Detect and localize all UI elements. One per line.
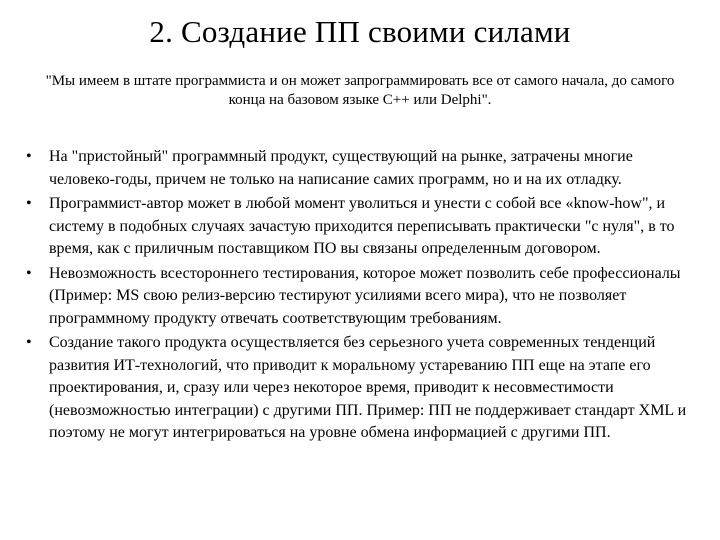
bullet-dot-icon: • bbox=[26, 264, 32, 282]
slide-title: 2. Создание ПП своими силами bbox=[149, 14, 571, 49]
slide-quote: "Мы имеем в штате программиста и он может запрограммировать все от самого начала, до самого конца на базовом языке С++ или Delphi". bbox=[45, 73, 675, 108]
bullet-text: Невозможность всестороннего тестирования, которое может позволить себе профессионалы (Пример: MS свою релиз-версию тестируют усилиями всего мира), что не позволяет программному продукту отвечать соответствующим требованиям. bbox=[49, 264, 681, 327]
bullet-dot-icon: • bbox=[26, 148, 32, 165]
bullet-dot-icon: • bbox=[26, 334, 32, 351]
bullet-item bbox=[26, 263, 690, 331]
bullet-list bbox=[26, 146, 690, 447]
bullet-item bbox=[26, 332, 690, 445]
bullet-item bbox=[26, 193, 690, 261]
bullet-text: Программист-автор может в любой момент уволиться и унести с собой все «know-how", и систему в подобных случаях зачастую приходится переписывать практически "с нуля", в то время, как с приличным поставщиком ПО вы связаны определенным договором. bbox=[49, 195, 675, 257]
bullet-dot-icon: • bbox=[26, 195, 32, 212]
bullet-item bbox=[26, 146, 690, 191]
bullet-text: Создание такого продукта осуществляется без серьезного учета современных тенденций развития ИТ-технологий, что приводит к моральному устареванию ПП еще на этапе его проектирования, и, сразу или через некоторое время, приводит к несовместимости (невозможностью интеграции) с другими ПП. Пример: ПП не поддерживает стандарт XML и поэтому не могут интегрироваться на уровне обмена информацией с другими ПП. bbox=[49, 334, 687, 441]
bullet-text: На "пристойный" программный продукт, существующий на рынке, затрачены многие человеко-годы, причем не только на написание самих программ, но и на их отладку. bbox=[49, 148, 633, 188]
